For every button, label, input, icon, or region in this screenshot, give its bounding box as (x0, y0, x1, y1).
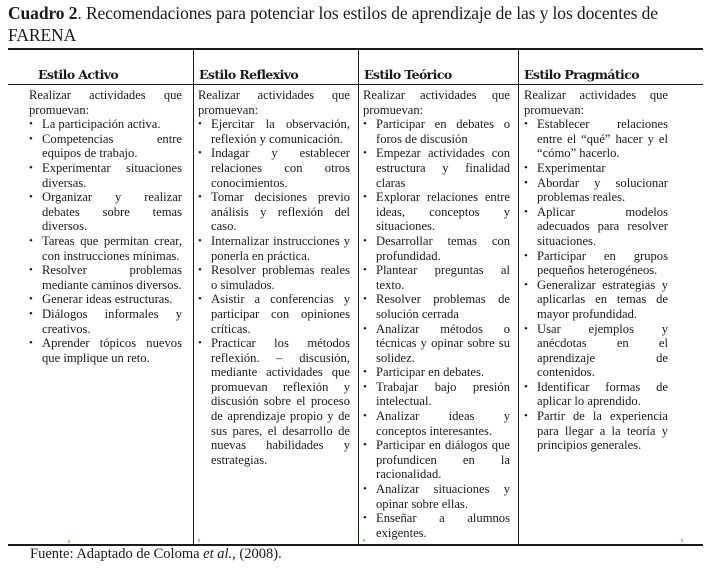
recommendation-list (524, 117, 668, 453)
bullet-icon: • (524, 205, 528, 218)
list-item (363, 365, 510, 380)
list-item (363, 190, 510, 234)
list-item (363, 380, 510, 409)
list-item (198, 234, 350, 263)
list-item-text: Abordar y solucionar problemas reales. (537, 175, 668, 205)
bullet-icon: • (29, 234, 33, 247)
list-item-text: Aplicar modelos adecuados para resolver situaciones. (537, 204, 668, 248)
bullet-icon: • (198, 293, 202, 306)
bullet-icon: • (363, 512, 367, 525)
list-item-text: Desarrollar temas con profundidad. (376, 233, 510, 263)
list-item (363, 438, 510, 482)
list-item (29, 263, 182, 292)
column-intro: Realizar actividades que promuevan: (198, 88, 350, 117)
list-item-text: Empezar actividades con estructura y finalidad claras (376, 146, 510, 190)
list-item (198, 336, 350, 467)
bullet-icon: • (524, 278, 528, 291)
source-prefix: Fuente: Adaptado de Coloma (30, 546, 204, 562)
column-divider (358, 48, 359, 544)
marker-dot (363, 539, 365, 542)
bullet-icon: • (29, 337, 33, 350)
bullet-icon: • (524, 380, 528, 393)
source-italic: et al. (203, 546, 233, 562)
list-item-text: Generalizar estrategias y aplicarlas en temas de mayor profundidad. (537, 277, 668, 321)
list-item (363, 511, 510, 540)
bullet-icon: • (29, 264, 33, 277)
column-intro: Realizar actividades que promuevan: (363, 88, 510, 117)
list-item (29, 336, 182, 365)
list-item (524, 117, 668, 161)
bullet-icon: • (363, 264, 367, 277)
list-item-text: Ejercitar la observación, reflexión y comunicación. (211, 117, 350, 146)
column-divider (518, 48, 519, 544)
list-item (524, 322, 668, 380)
list-item-text: Tareas que permitan crear, con instrucciones mínimas. (42, 233, 182, 263)
column-reflexivo (198, 88, 350, 467)
bullet-icon: • (198, 147, 202, 160)
list-item-text: Experimentar situaciones diversas. (42, 160, 182, 190)
marker-dot (68, 540, 70, 543)
list-item-text: Explorar relaciones entre ideas, conceptos y situaciones. (376, 190, 510, 234)
list-item-text: Analizar métodos o técnicas y opinar sobre su solidez. (376, 321, 510, 365)
bullet-icon: • (363, 380, 367, 393)
caption-label: Cuadro 2 (8, 3, 78, 23)
bullet-icon: • (29, 191, 33, 204)
list-item (198, 146, 350, 190)
list-item-text: Participar en debates o foros de discusión (376, 117, 510, 146)
bullet-icon: • (363, 410, 367, 423)
column-divider (193, 48, 194, 544)
bullet-icon: • (363, 322, 367, 335)
column-pragmatico (524, 88, 668, 453)
column-activo (29, 88, 182, 365)
list-item (363, 482, 510, 511)
column-teorico (363, 88, 510, 540)
bullet-icon: • (363, 147, 367, 160)
source-note (30, 546, 282, 563)
list-item-text: Partir de la experiencia para llegar a la teoría y principios generales. (537, 409, 668, 453)
bullet-icon: • (363, 118, 367, 131)
list-item-text: Diálogos informales y creativos. (42, 306, 182, 336)
list-item (29, 161, 182, 190)
list-item (363, 322, 510, 366)
recommendation-list (363, 117, 510, 540)
header-estilo-teorico: Estilo Teórico (364, 67, 452, 82)
list-item (363, 409, 510, 438)
list-item (29, 190, 182, 234)
recommendation-list (29, 117, 182, 365)
list-item-text: Identificar formas de aplicar lo aprendido. (537, 379, 668, 409)
list-item-text: Analizar situaciones y opinar sobre ellas. (376, 482, 510, 511)
column-intro: Realizar actividades que promuevan: (524, 88, 668, 117)
list-item-text: Indagar y establecer relaciones con otros conocimientos. (211, 146, 350, 190)
bullet-icon: • (29, 307, 33, 320)
list-item-text: Competencias entre equipos de trabajo. (42, 131, 182, 161)
bullet-icon: • (29, 132, 33, 145)
list-item-text: La participación activa. (42, 117, 161, 132)
bullet-icon: • (198, 337, 202, 350)
list-item (29, 117, 182, 132)
bullet-icon: • (29, 161, 33, 174)
header-estilo-activo: Estilo Activo (38, 67, 119, 82)
list-item (363, 117, 510, 146)
list-item-text: Usar ejemplos y anécdotas en el aprendizaje de contenidos. (537, 321, 668, 380)
source-suffix: , (2008). (232, 546, 282, 562)
bullet-icon: • (29, 118, 33, 131)
caption-text: . Recomendaciones para potenciar los estilos de aprendizaje de las y los docentes de FARENA (8, 3, 658, 45)
list-item (29, 132, 182, 161)
marker-dot (681, 539, 683, 542)
list-item-text: Plantear preguntas al texto. (376, 263, 510, 292)
bullet-icon: • (524, 176, 528, 189)
bullet-icon: • (524, 410, 528, 423)
list-item-text: Trabajar bajo presión intelectual. (376, 379, 510, 409)
header-estilo-reflexivo: Estilo Reflexivo (199, 67, 299, 82)
bullet-icon: • (363, 483, 367, 496)
column-intro: Realizar actividades que promuevan: (29, 88, 182, 117)
list-item (29, 292, 182, 307)
bullet-icon: • (29, 293, 33, 306)
list-item-text: Asistir a conferencias y participar con opiniones críticas. (211, 292, 350, 336)
bullet-icon: • (363, 191, 367, 204)
list-item-text: Resolver problemas reales o simulados. (211, 263, 350, 292)
list-item-text: Resolver problemas mediante caminos diversos. (42, 263, 182, 292)
bullet-icon: • (363, 366, 367, 379)
list-item (524, 205, 668, 249)
list-item-text: Organizar y realizar debates sobre temas diversos. (42, 190, 182, 234)
list-item-text: Analizar ideas y conceptos interesantes. (376, 409, 510, 438)
list-item-text: Aprender tópicos nuevos que implique un reto. (42, 336, 182, 365)
list-item (363, 146, 510, 190)
bullet-icon: • (524, 161, 528, 174)
bullet-icon: • (363, 234, 367, 247)
list-item (198, 292, 350, 336)
list-item-text: Tomar decisiones previo análisis y reflexión del caso. (211, 190, 350, 234)
list-item-text: Internalizar instrucciones y ponerla en práctica. (211, 233, 350, 263)
list-item-text: Generar ideas estructuras. (42, 292, 173, 307)
list-item (524, 278, 668, 322)
list-item (524, 249, 668, 278)
bullet-icon: • (198, 234, 202, 247)
list-item (198, 190, 350, 234)
header-estilo-pragmatico: Estilo Pragmático (524, 67, 639, 82)
marker-dot (198, 539, 200, 542)
bullet-icon: • (524, 322, 528, 335)
list-item (524, 161, 668, 176)
table-header-row (8, 50, 703, 85)
list-item-text: Resolver problemas de solución cerrada (376, 292, 510, 321)
list-item-text: Participar en debates. (376, 365, 485, 380)
bullet-icon: • (524, 249, 528, 262)
list-item (524, 380, 668, 409)
list-item (29, 234, 182, 263)
list-item (29, 307, 182, 336)
bullet-icon: • (363, 439, 367, 452)
table-caption (8, 2, 708, 46)
bullet-icon: • (198, 264, 202, 277)
list-item (198, 117, 350, 146)
list-item (198, 263, 350, 292)
recommendation-list (198, 117, 350, 467)
list-item-text: Establecer relaciones entre el “qué” hacer y el “cómo” hacerlo. (537, 117, 668, 161)
list-item-text: Participar en grupos pequeños heterogéneos. (537, 248, 668, 278)
list-item-text: Participar en diálogos que profundicen en la racionalidad. (376, 438, 510, 482)
list-item (524, 409, 668, 453)
list-item (363, 292, 510, 321)
list-item-text: Practicar los métodos reflexión. – discusión, mediante actividades que promuevan reflexión y discusión sobre el proceso de aprendizaje propio y de sus pares, el desarrollo de nuevas habilidades y estrategias. (211, 336, 350, 467)
bullet-icon: • (524, 118, 528, 131)
bullet-icon: • (198, 118, 202, 131)
list-item (363, 263, 510, 292)
list-item-text: Enseñar a alumnos exigentes. (376, 511, 510, 540)
bullet-icon: • (363, 293, 367, 306)
list-item (524, 176, 668, 205)
list-item-text: Experimentar (537, 160, 606, 175)
list-item (363, 234, 510, 263)
learning-styles-table (8, 48, 703, 546)
bullet-icon: • (198, 191, 202, 204)
